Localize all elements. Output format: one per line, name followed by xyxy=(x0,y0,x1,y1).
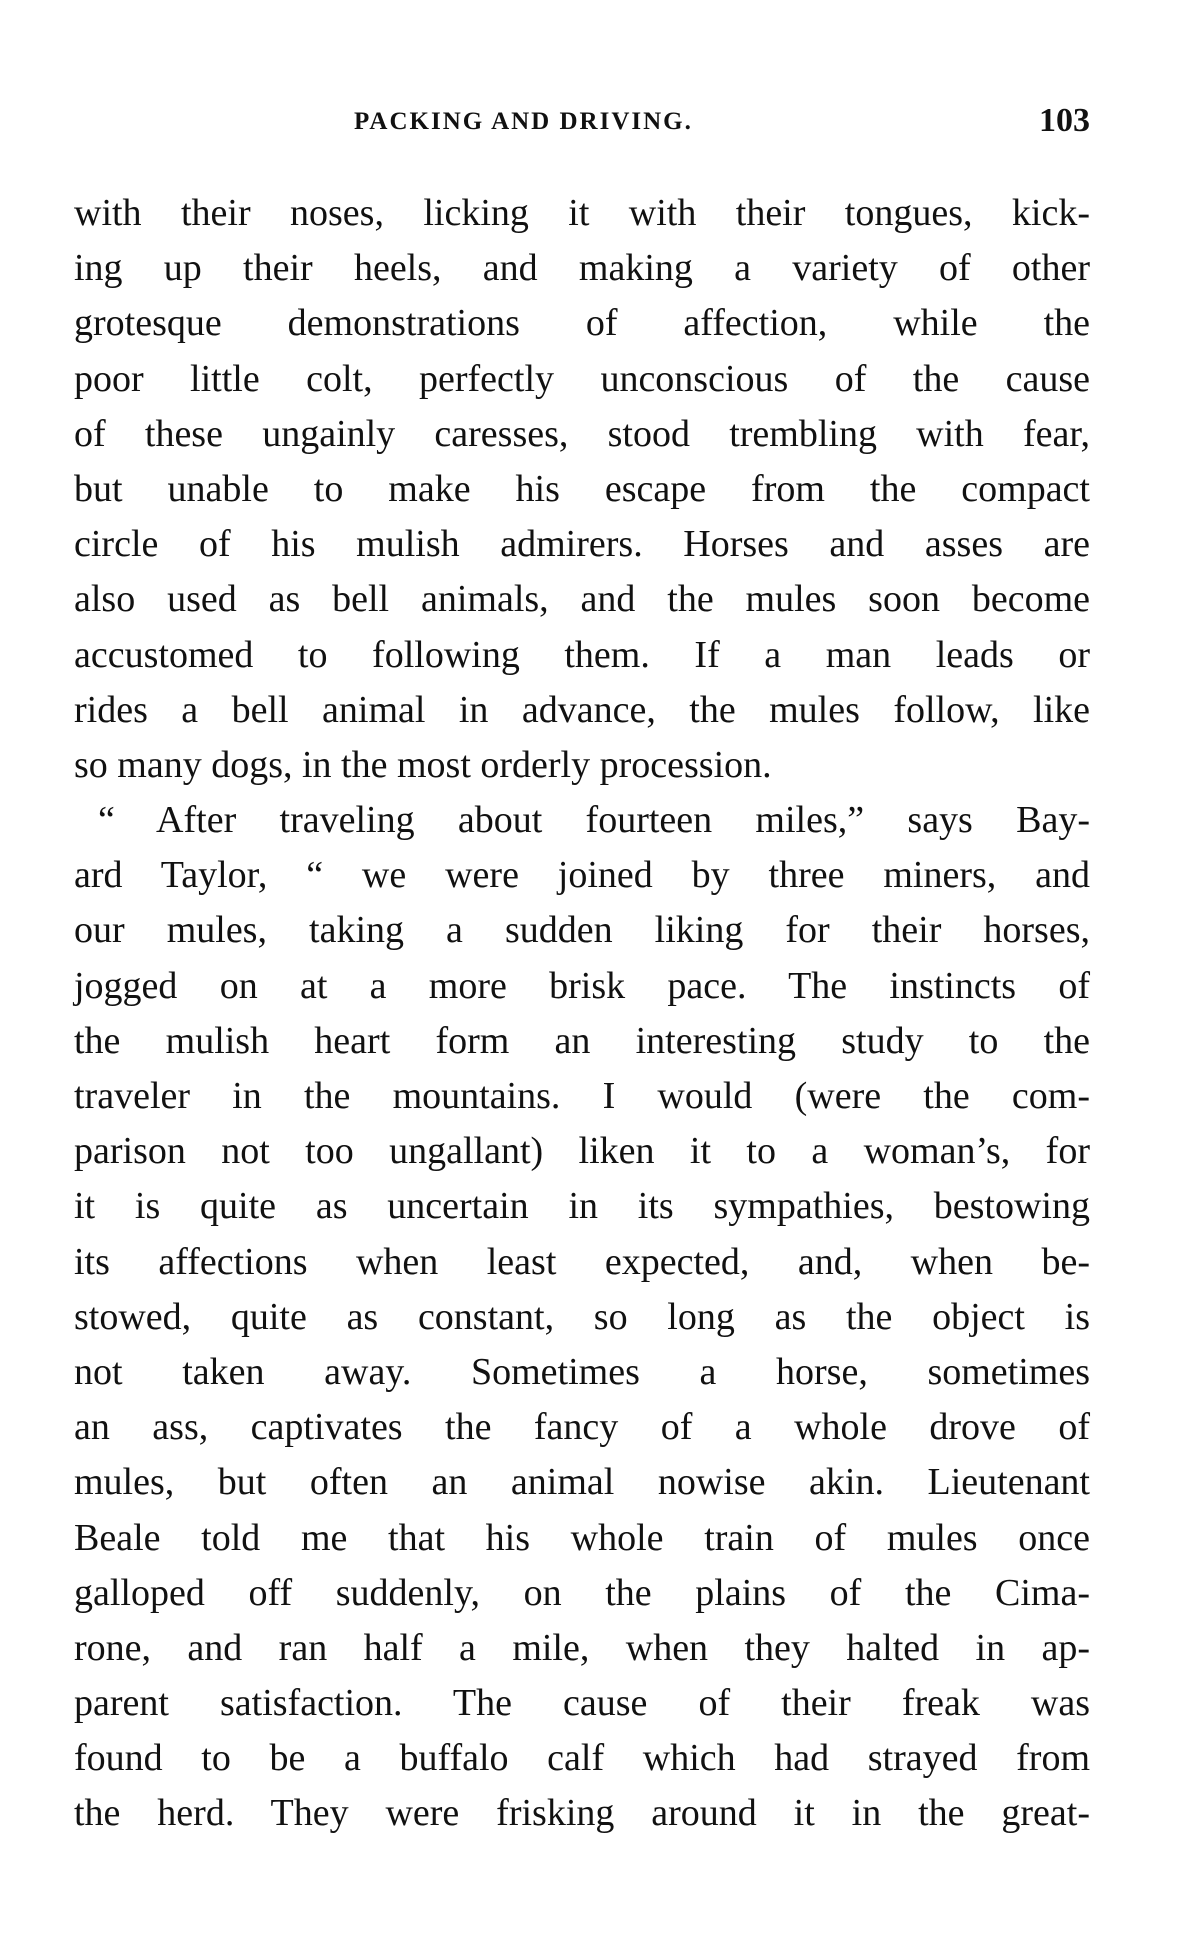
text-line: accustomed to following them. If a man leads or xyxy=(74,633,1090,676)
body-text xyxy=(74,186,1090,1842)
text-line: rone, and ran half a mile, when they halted in ap- xyxy=(74,1626,1090,1669)
text-line: traveler in the mountains. I would (were the com- xyxy=(74,1075,1090,1117)
text-line: poor little colt, perfectly unconscious of the cause xyxy=(74,357,1090,400)
text-line: our mules, taking a sudden liking for their horses, xyxy=(74,909,1090,952)
text-line: jogged on at a more brisk pace. The instincts of xyxy=(74,964,1090,1007)
text-line: mules, but often an animal nowise akin. Lieutenant xyxy=(74,1461,1090,1504)
text-line: it is quite as uncertain in its sympathies, bestowing xyxy=(74,1185,1090,1228)
text-line: found to be a buffalo calf which had strayed from xyxy=(74,1737,1090,1780)
text-line: of these ungainly caresses, stood trembling with fear, xyxy=(74,412,1090,455)
text-line: not taken away. Sometimes a horse, sometimes xyxy=(74,1350,1090,1393)
text-line: the herd. They were frisking around it in the great- xyxy=(74,1792,1090,1835)
text-line: but unable to make his escape from the compact xyxy=(74,467,1090,510)
text-line: circle of his mulish admirers. Horses and asses are xyxy=(74,523,1090,566)
text-line: its affections when least expected, and, when be- xyxy=(74,1240,1090,1283)
text-line: “ After traveling about fourteen miles,” says Bay- xyxy=(98,799,1090,842)
text-line: with their noses, licking it with their tongues, kick- xyxy=(74,192,1090,234)
text-line: rides a bell animal in advance, the mules follow, like xyxy=(74,688,1090,731)
running-title: PACKING AND DRIVING. xyxy=(354,108,693,135)
text-line: galloped off suddenly, on the plains of the Cima- xyxy=(74,1571,1090,1614)
text-line: an ass, captivates the fancy of a whole drove of xyxy=(74,1406,1090,1449)
page-header xyxy=(74,102,1090,148)
text-line: stowed, quite as constant, so long as the object is xyxy=(74,1295,1090,1338)
text-line: parison not too ungallant) liken it to a woman’s, for xyxy=(74,1130,1090,1173)
text-line: ard Taylor, “ we were joined by three miners, and xyxy=(74,854,1090,897)
text-line: the mulish heart form an interesting study to the xyxy=(74,1019,1090,1062)
text-line: also used as bell animals, and the mules soon become xyxy=(74,578,1090,621)
text-line: parent satisfaction. The cause of their freak was xyxy=(74,1682,1090,1725)
text-line: Beale told me that his whole train of mules once xyxy=(74,1516,1090,1559)
text-line: grotesque demonstrations of affection, while the xyxy=(74,302,1090,345)
text-line: so many dogs, in the most orderly procession. xyxy=(74,743,772,786)
page-number: 103 xyxy=(1039,102,1090,139)
text-line: ing up their heels, and making a variety of other xyxy=(74,247,1090,290)
